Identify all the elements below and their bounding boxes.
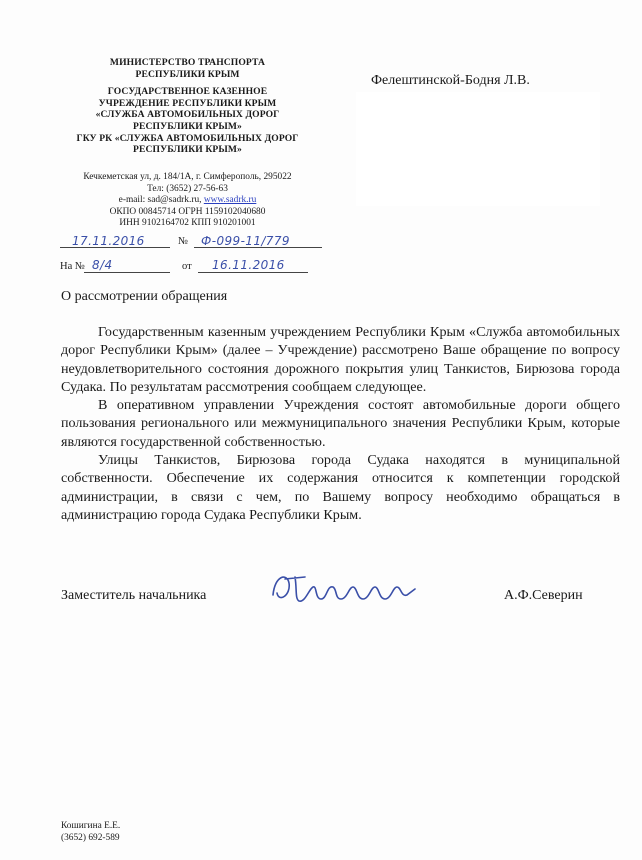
phone: Тел: (3652) 27-56-63 xyxy=(147,183,228,194)
executor-name: Кошигина Е.Е. xyxy=(61,821,121,831)
paragraph-3: Улицы Танкистов, Бирюзова города Судака находятся в муниципальной собственности. Обеспечение их содержания относится к компетенции городской администрации, в связи с чем, по Вашему вопросу необходимо обращаться в администрацию города Судака Республики Крым. xyxy=(61,452,620,523)
org-line-4: РЕСПУБЛИКИ КРЫМ» xyxy=(133,120,242,132)
redacted-address xyxy=(356,92,600,206)
in-reply-date: 16.11.2016 xyxy=(212,258,285,272)
short-name-line-1: ГКУ РК «СЛУЖБА АВТОМОБИЛЬНЫХ ДОРОГ xyxy=(76,132,299,144)
email-line xyxy=(60,195,315,207)
paragraph-1: Государственным казенным учреждением Республики Крым «Служба автомобильных дорог Республики Крым» (далее – Учреждение) рассмотрено Ваше обращение по вопросу неудовлетворительного состояния дорожного покрытия улиц Танкистов, Бирюзова города Судака. По результатам рассмотрения сообщаем следующее. xyxy=(61,324,620,395)
codes-line-2: ИНН 9102164702 КПП 910201001 xyxy=(119,218,256,229)
address: Кечкеметская ул, д. 184/1А, г. Симферополь, 295022 xyxy=(83,172,292,182)
handwritten-signature xyxy=(265,565,435,615)
executor-phone: (3652) 692-589 xyxy=(61,833,120,843)
ministry-line-1: МИНИСТЕРСТВО ТРАНСПОРТА xyxy=(109,57,266,68)
outgoing-number: Ф-099-11/779 xyxy=(201,234,290,248)
org-line-2: УЧРЕЖДЕНИЕ РЕСПУБЛИКИ КРЫМ xyxy=(98,97,277,109)
in-reply-label: На № xyxy=(60,261,85,272)
from-label: от xyxy=(182,261,192,272)
short-name-line-2: РЕСПУБЛИКИ КРЫМ» xyxy=(133,144,242,156)
subject: О рассмотрении обращения xyxy=(61,289,228,304)
in-reply-number: 8/4 xyxy=(92,258,113,272)
recipient-name: Фелештинской-Бодня Л.В. xyxy=(371,73,530,88)
signer-name: А.Ф.Северин xyxy=(504,588,583,603)
ministry-line-2: РЕСПУБЛИКИ КРЫМ xyxy=(135,68,240,80)
outgoing-date: 17.11.2016 xyxy=(72,234,145,248)
org-line-1: ГОСУДАРСТВЕННОЕ КАЗЕННОЕ xyxy=(107,86,268,98)
from-date-underline xyxy=(198,272,308,273)
letter-body xyxy=(61,323,620,524)
codes-line-1: ОКПО 00845714 ОГРН 1159102040680 xyxy=(109,206,266,217)
letterhead xyxy=(60,57,315,156)
letterhead-contacts xyxy=(60,172,315,230)
org-line-3: «СЛУЖБА АВТОМОБИЛЬНЫХ ДОРОГ xyxy=(95,109,280,121)
number-label: № xyxy=(178,236,189,247)
email: e-mail: sad@sadrk.ru, xyxy=(118,195,202,206)
reply-number-underline xyxy=(84,272,170,273)
website-link[interactable]: www.sadrk.ru xyxy=(203,195,257,206)
signer-title: Заместитель начальника xyxy=(61,588,207,603)
executor-block xyxy=(61,820,120,844)
paragraph-2: В оперативном управлении Учреждения состоят автомобильные дороги общего пользования регионального или межмуниципального значения Республики Крым, которые являются государственной собственностью. xyxy=(61,397,620,450)
